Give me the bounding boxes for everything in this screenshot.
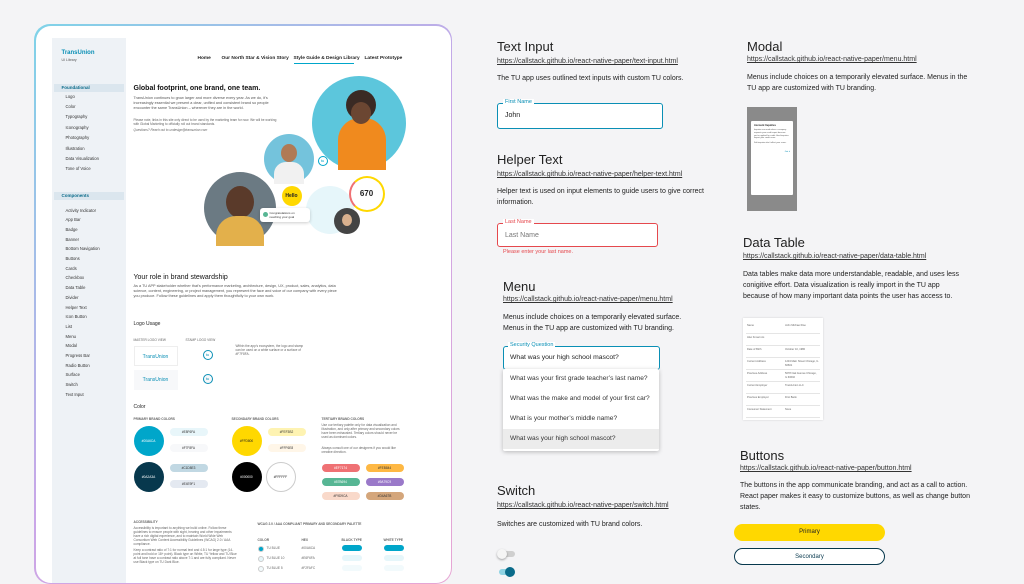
data-table-divider [746,357,820,358]
color-title: Color [133,403,146,410]
security-question-field[interactable] [503,346,660,370]
nav-north-star[interactable]: Our North Star & Vision Story [221,55,289,61]
primary-colors-label: PRIMARY BRAND COLORS [133,416,175,421]
first-name-field[interactable] [497,103,663,129]
data-table-value: October 10, 1980 [785,348,806,351]
last-name-label: Last Name [505,219,532,225]
swatch-tu-blue: #00A6CA [134,426,164,456]
data-table-key: Previous Address [747,372,768,375]
data-table-value: 5678 Oak Avenue Chicago, IL 60602 [785,372,817,380]
helper-text-desc: Helper text is used on input elements to guide users to give correct information. [497,188,704,206]
pill-tertiary-5: #F9D9CA [322,492,360,500]
wcag-white-type-sample [384,545,404,551]
nav-active-underline [294,63,354,64]
data-table-preview [743,318,823,420]
sidebar-item-divider[interactable]: Divider [65,294,79,300]
accessibility-body: Accessibility is important to anything we build online. Follow these guidelines to ensure people with sight, hearing and other impairments have a rich digital experience, and to maintain World Wide Web Consortium Web Content Accessibility Guidelines (WCAG) 2.0 / AAA compliance. [133,525,232,547]
sidebar-item-data-table[interactable]: Data Table [65,285,86,291]
master-logo-white: TransUnion [134,346,178,366]
wcag-color-hex: #F2FAFC [301,565,316,570]
data-table-divider [746,381,820,382]
sidebar-item-typography[interactable]: Typography [65,114,88,120]
data-table-link[interactable]: https://callstack.github.io/react-native-paper/data-table.html [743,253,927,260]
wcag-col-white: WHITE TYPE [383,537,403,542]
swatch-tu-dark-blue: #0A2A3A [134,462,164,492]
wcag-white-type-sample [384,555,404,561]
switch-off-thumb [497,549,507,559]
pill-primary-3: #C1D8E3 [170,464,208,472]
wcag-black-type-sample [342,555,362,561]
wcag-color-name: TU BLUE 10 [266,555,285,560]
logo-usage-title: Logo Usage [133,320,161,327]
master-logo-label: MASTER LOGO VIEW [133,337,166,342]
sidebar-item-helper-text[interactable]: Helper Text [65,304,87,310]
master-logo-grey: TransUnion [134,370,178,390]
hello-bubble: Hello [282,186,302,206]
text-input-title: Text Input [497,39,554,54]
text-input-desc: The TU app uses outlined text inputs with custom TU colors. [497,75,684,82]
secondary-button[interactable]: Secondary [734,548,885,565]
sidebar-item-cards[interactable]: Cards [65,265,77,271]
helper-text-title: Helper Text [497,152,563,167]
data-table-desc: Data tables make data more understandable, readable, and uses less conigitive effort. Data visualization is really import in the TU app because of how many important data points the user has access to. [743,271,959,300]
pill-tertiary-1: #EF7174 [322,464,360,472]
data-table-title: Data Table [743,235,805,250]
security-question-menu [503,369,659,451]
stamp-logo-label: STAMP LOGO VIEW [185,337,216,342]
pill-primary-1: #E8F6FA [170,428,208,436]
switch-on-thumb [505,567,515,577]
nav-home[interactable]: Home [197,55,211,61]
pill-secondary-1: #FEF3B2 [268,428,306,436]
sidebar-item-logo[interactable]: Logo [65,93,75,99]
role-title: Your role in brand stewardship [133,273,228,281]
data-table-value: 1234 Main Street Chicago, IL 60601 [785,360,819,368]
security-question-value: What was your high school mascot? [510,354,619,361]
wcag-black-type-sample [342,545,362,551]
wcag-col-hex: HEX [301,537,309,542]
wcag-col-black: BLACK TYPE [341,537,362,542]
data-table-key: Date of Birth [747,348,762,351]
data-table-divider [746,393,820,394]
sidebar-item-bottom-navigation[interactable]: Bottom Navigation [65,246,100,252]
data-table-divider [746,333,820,334]
data-table-key: Current Employer [747,384,768,387]
sidebar [52,38,126,583]
buttons-desc: The buttons in the app communicate branding, and act as a call to action. React paper makes it easy to customize buttons, as well as change button states. [740,482,970,511]
sidebar-section-components[interactable]: Components [54,192,124,200]
sidebar-item-app-bar[interactable]: App Bar [65,217,81,223]
menu-option-car[interactable]: What was the make and model of your first car? [510,395,650,402]
data-table-divider [746,345,820,346]
hero-body: TransUnion continues to grow larger and more diverse every year. As we do, it’s increasingly essential we present a clear, unified and consistent brand so people encounter the same TransUnion – wherever they are in the world. [133,95,269,110]
sidebar-item-data-visualization[interactable]: Data Visualization [65,155,99,161]
logo-usage-note: Within the app’s ecosystem, the logo and stamp can be used on a white surface or a surface of #F7F8FA. [235,343,304,356]
hero-photo-woman-orange [312,76,406,170]
sidebar-item-surface[interactable]: Surface [65,372,80,378]
menu-title: Menu [503,279,536,294]
data-table-value: TransUnion LLC [785,384,804,387]
sidebar-item-icon-button[interactable]: Icon Button [65,314,87,320]
sidebar-item-banner[interactable]: Banner [65,236,80,242]
tu-stamp-small: tu [318,156,328,166]
modal-card-button[interactable]: Got it [784,150,790,153]
stamp-logo-white: tu [203,350,213,360]
data-table-divider [746,405,820,406]
sidebar-item-checkbox[interactable]: Checkbox [65,275,85,281]
tertiary-note-2: Always consult one of our designers if you would like creative direction. [321,445,396,454]
style-guide-preview-frame [34,24,452,584]
pill-secondary-2: #FFF6E8 [268,444,306,452]
data-table-key: Previous Employer [747,396,769,399]
role-body: As a TU APP stakeholder whether that’s performance marketing, architecture, design, UX, product, sales, analytics, data science, content, engineering, or project management, you represent the face and voice of our company with every piece you produce. Follow these guidelines and apply them thoughtfully to your own work. [133,283,337,298]
buttons-title: Buttons [740,448,785,463]
data-table-value: First Bank [785,396,797,399]
data-table-key: Name [747,324,754,327]
wcag-swatch [258,546,264,552]
data-table-value: John Michael Doe [785,324,806,327]
switch-title: Switch [497,483,536,498]
buttons-link[interactable]: https://callstack.github.io/react-native-paper/button.html [740,465,912,472]
first-name-label: First Name [505,99,532,105]
sidebar-item-badge[interactable]: Badge [65,226,78,232]
brand-sub: UI Library [61,57,77,62]
brand-logo[interactable]: TransUnion [61,49,95,56]
accessibility-body-2: Keep a contrast ratio of 7:1 for normal text and 4.5:1 for large type (14-point and bold or 18+ point). Black type on White, TU Yellow and TU Blue at full tone have a contrast ratio above 7:1 and are fully compliant. Never use Black type on TU Dark Blue. [133,547,237,565]
modal-preview [747,107,797,211]
sidebar-item-buttons[interactable]: Buttons [65,256,80,261]
sidebar-item-photography[interactable]: Photography [65,135,90,141]
first-name-value: John [505,112,521,119]
data-table-value: None [785,408,792,411]
wcag-color-hex: #00A6CA [301,545,316,550]
data-table-key: Also Known As [747,336,765,339]
swatch-white: #FFFFFF [266,462,296,492]
modal-title: Modal [747,39,783,54]
modal-card-body: Inquiries are made when a company requests your credit report because you’ve applied for credit. Hard inquiries impact your credit score. [754,129,789,140]
stamp-logo-grey: tu [203,374,213,384]
sidebar-item-list[interactable]: List [65,323,73,329]
nav-style-guide[interactable]: Style Guide & Design Library [293,55,360,61]
tertiary-colors-label: TERTIARY BRAND COLORS [321,416,365,421]
sidebar-item-radio-button[interactable]: Radio Button [65,362,90,368]
security-question-label: Security Question [510,342,554,348]
modal-card-body-2: Soft inquiries don’t affect your score. [754,142,787,145]
hero-note: Please note, links in this site only direct to be used by the marketing team for now. We will be working with Global Marketing to officially roll out brand standards. [133,117,277,126]
nav-latest-prototype[interactable]: Latest Prototype [364,55,403,61]
sidebar-item-text-input[interactable]: Text Input [65,391,84,397]
wcag-color-name: TU BLUE [266,545,280,550]
pill-primary-2: #F7F8FA [170,444,208,452]
sidebar-item-iconography[interactable]: Iconography [65,124,89,130]
wcag-swatch [258,556,264,562]
goal-check-icon [263,212,268,217]
wcag-white-type-sample [384,565,404,571]
wcag-color-name: TU BLUE 5 [266,565,283,570]
menu-desc: Menus include choices on a temporarily elevated surface. Menus in the TU app are customized with TU branding. [503,314,682,332]
data-table-divider [746,369,820,370]
pill-tertiary-4: #9A79C9 [366,478,404,486]
sidebar-item-illustration[interactable]: Illustration [65,145,85,151]
primary-button[interactable]: Primary [734,524,885,541]
switch-link[interactable]: https://callstack.github.io/react-native-paper/switch.html [497,502,669,509]
swatch-tu-yellow: #FFD800 [232,426,262,456]
wcag-table-title: WCAG 2.0 / AAA COMPLIANT PRIMARY AND SECONDARY PALETTE [257,521,362,526]
wcag-black-type-sample [342,565,362,571]
data-table-key: Current Address [747,360,766,363]
modal-desc: Menus include choices on a temporarily elevated surface. Menus in the TU app are customized with TU branding. [747,74,968,92]
sidebar-item-menu[interactable]: Menu [65,333,76,339]
modal-card-title: Account Inquiries [754,124,776,127]
sidebar-item-tone-of-voice[interactable]: Tone of Voice [65,166,91,172]
sidebar-item-switch[interactable]: Switch [65,382,78,388]
secondary-colors-label: SECONDARY BRAND COLORS [231,416,279,421]
wcag-col-color: COLOR [257,537,270,542]
hero-photo-man-phone [264,134,314,184]
last-name-field[interactable] [497,223,658,247]
goal-badge: Congratulations on reaching your goal [260,208,310,222]
style-guide-preview [36,26,451,583]
last-name-error: Please enter your last name. [503,249,574,255]
menu-option-mascot[interactable]: What was your high school mascot? [503,429,659,449]
text-input-link[interactable]: https://callstack.github.io/react-native-paper/text-input.html [497,58,678,65]
accessibility-title: ACCESSIBILITY [133,519,158,524]
menu-link[interactable]: https://callstack.github.io/react-native-paper/menu.html [503,296,673,303]
modal-card [751,121,793,195]
menu-option-mother[interactable]: What is your mother’s middle name? [510,415,618,422]
switch-off[interactable] [499,551,515,557]
wcag-color-hex: #E6F6FA [301,555,315,560]
sidebar-item-activity-indicator[interactable]: Activity Indicator [65,207,96,213]
hero-title: Global footprint, one brand, one team. [133,84,261,92]
swatch-black: #000000 [232,462,262,492]
switch-desc: Switches are customized with TU brand colors. [497,521,643,528]
sidebar-item-progress-bar[interactable]: Progress Bar [65,353,90,358]
data-table-key: Consumer Statement [747,408,772,411]
switch-on[interactable] [499,569,515,575]
data-table-divider [746,417,820,418]
sidebar-section-foundational[interactable]: Foundational [54,84,124,92]
wcag-swatch [258,566,264,572]
helper-text-link[interactable]: https://callstack.github.io/react-native-paper/helper-text.html [497,171,683,178]
credit-score-gauge: 670 [349,176,385,212]
modal-link[interactable]: https://callstack.github.io/react-native-paper/menu.html [747,56,917,63]
menu-option-teacher[interactable]: What was your first grade teacher’s last name? [510,375,648,382]
pill-tertiary-6: #D4A67B [366,492,404,500]
last-name-placeholder: Last Name [505,232,539,239]
hero-photo-man-small [334,208,360,234]
sidebar-item-color[interactable]: Color [65,103,76,109]
pill-tertiary-3: #57B694 [322,478,360,486]
sidebar-item-modal[interactable]: Modal [65,343,77,349]
tertiary-note: Use our tertiary palette only for data visualization and illustration, and only after primary and secondary colors have been exhausted. Tertiary colors should never be used as dominant colors. [321,422,400,440]
hero-questions: Questions? Reach out to uxdesign@transunion.com [133,127,208,132]
pill-tertiary-2: #FEB844 [366,464,404,472]
pill-primary-4: #E4E9F1 [170,480,208,488]
